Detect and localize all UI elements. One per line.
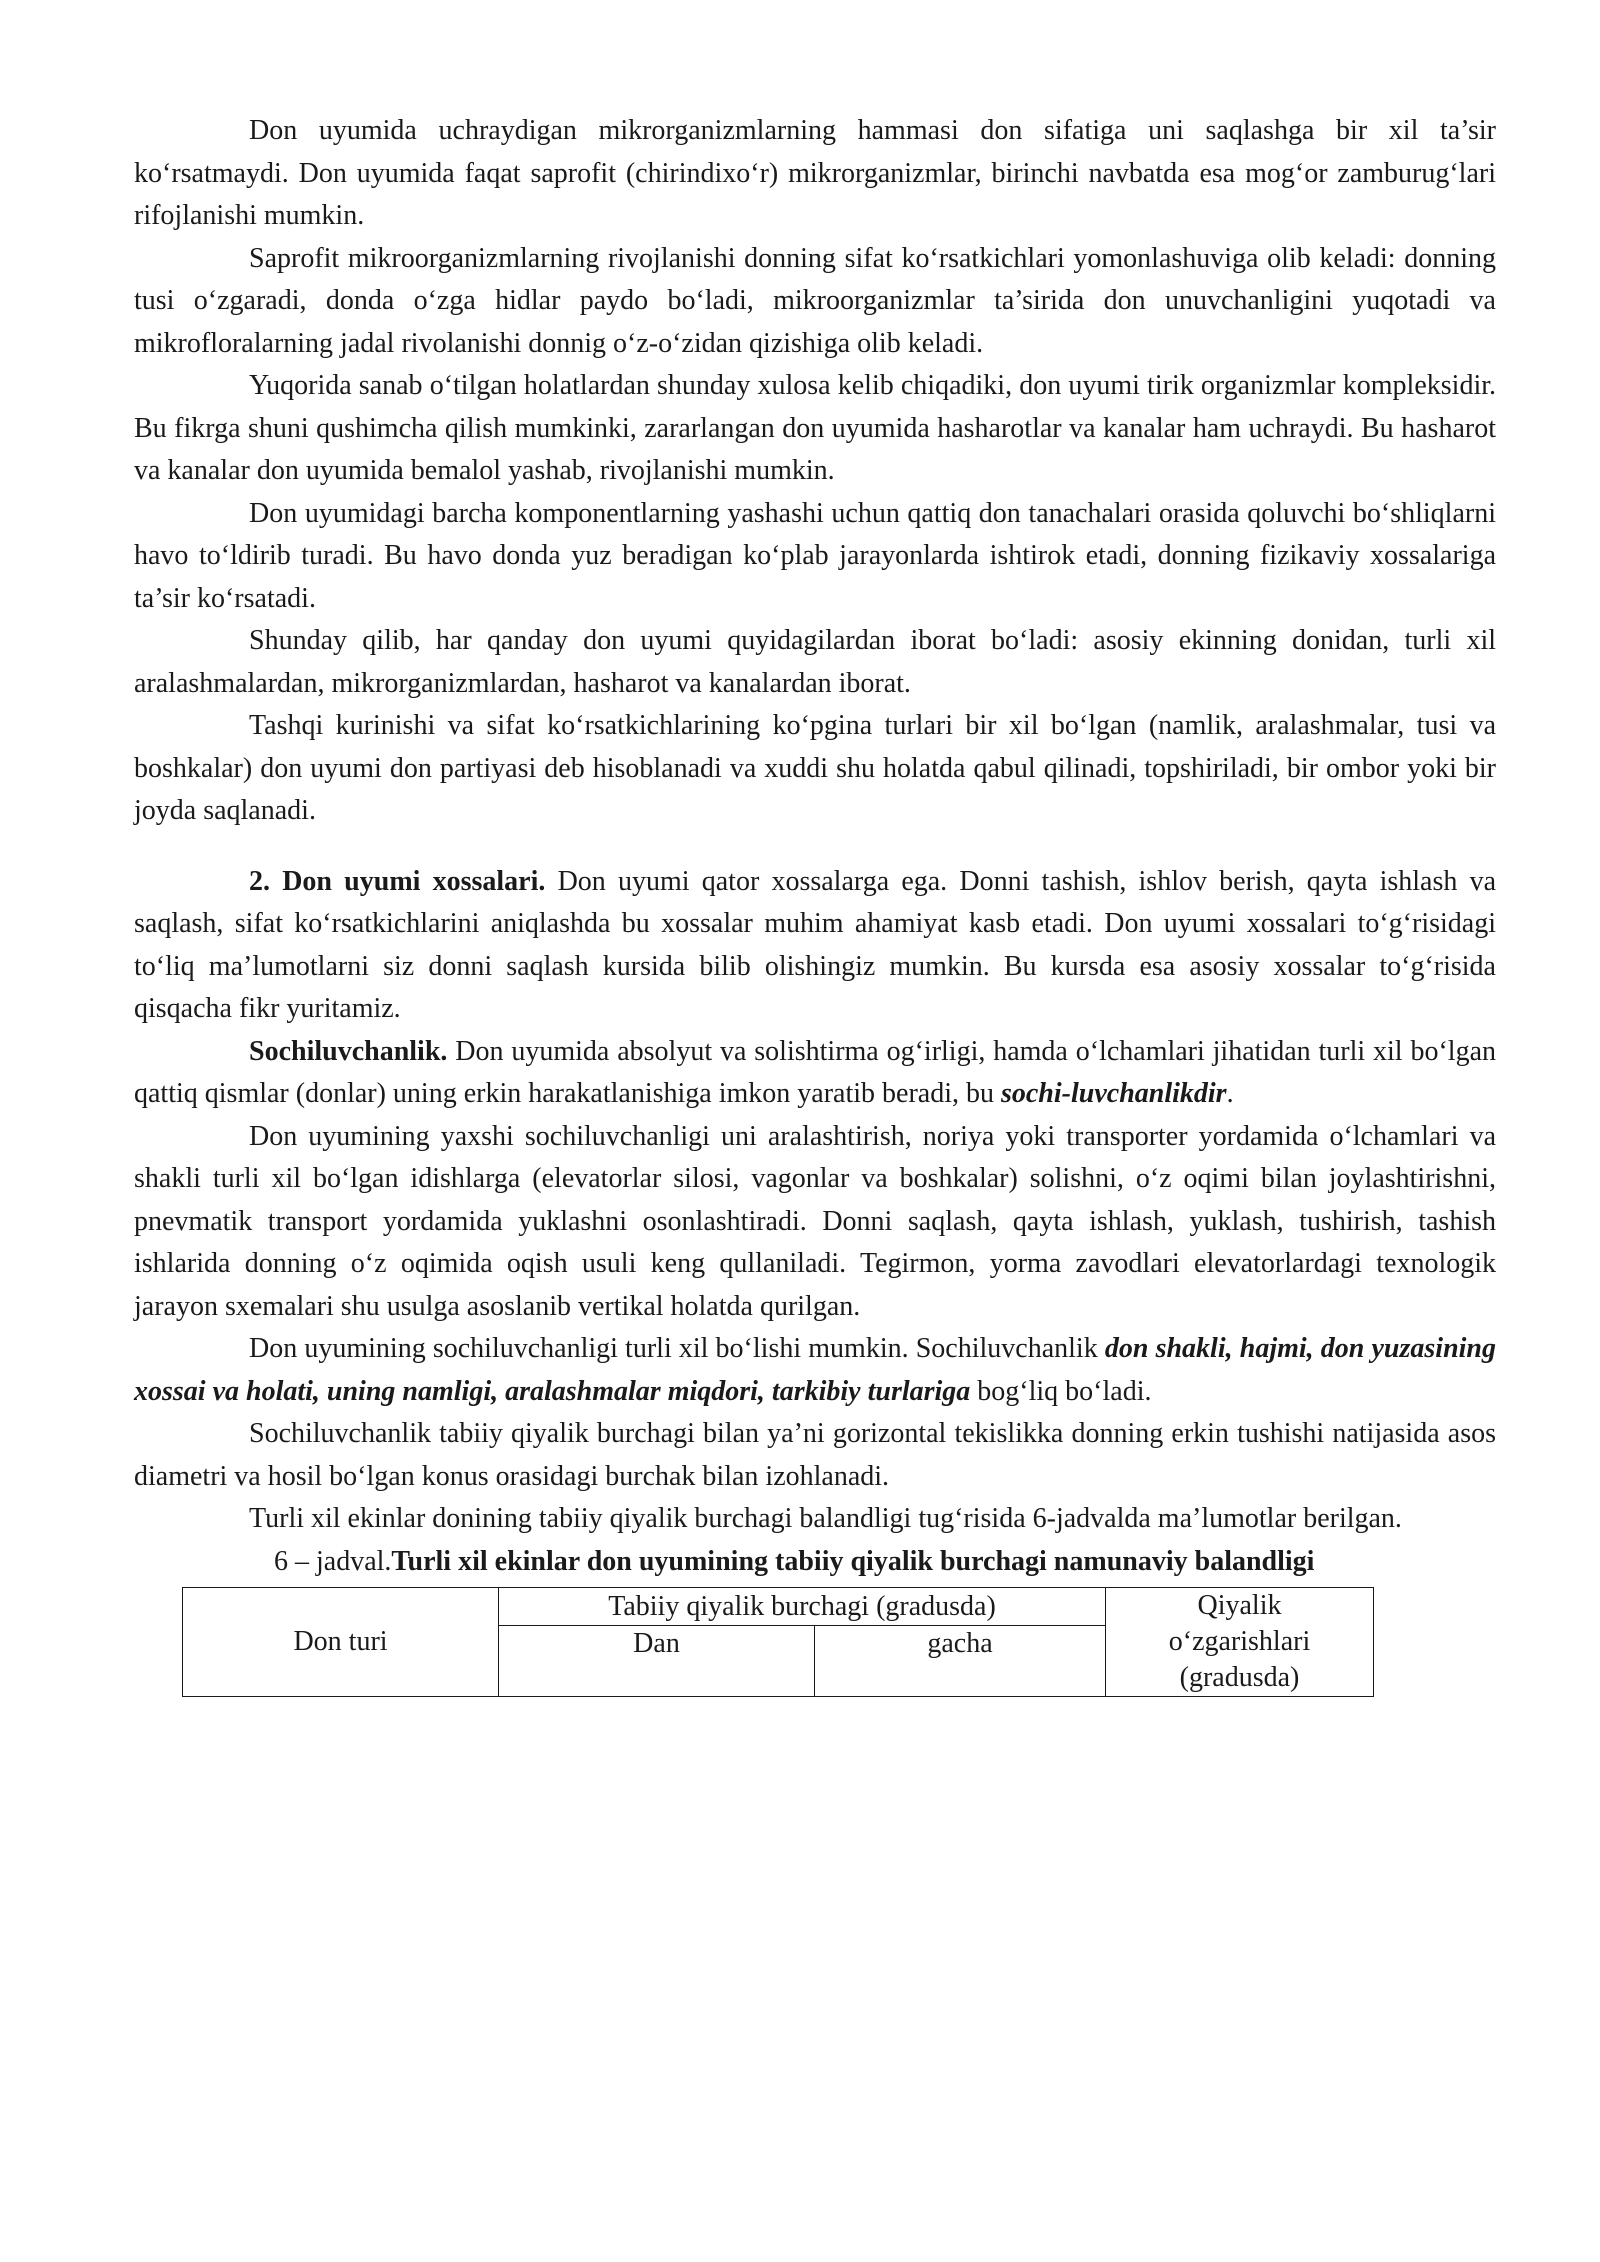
term-end: . (1226, 1078, 1234, 1109)
paragraph-5: Shunday qilib, har qanday don uyumi quyidagilardan iborat bo‘ladi: asosiy ekinning donidan, turli xil aralashmalardan, mikrorganizmlardan, hasharot va kanalardan iborat. (134, 625, 1496, 699)
paragraph-11: Sochiluvchanlik tabiiy qiyalik burchagi bilan ya’ni gorizontal tekislikka donning erkin tushishi natijasida asos diametri va hosil bo‘lgan konus orasidagi burchak bilan izohlanadi. (134, 1418, 1496, 1492)
data-table (182, 1587, 1374, 1697)
term-emphasis: sochi-luvchanlikdir (1000, 1078, 1227, 1109)
paragraph-1: Don uyumida uchraydigan mikrorganizmlarning hammasi don sifatiga uni saqlashga bir xil ta’sir ko‘rsatmaydi. Don uyumida faqat saprofit (chirindixo‘r) mikrorganizmlar, birinchi navbatda esa mog‘or zamburug‘lari rifojlanishi mumkin. (134, 115, 1496, 231)
header-qiyalik-group: Tabiiy qiyalik burchagi (gradusda) (499, 1588, 1106, 1626)
document-body (134, 110, 1496, 1697)
table-header-row-1 (183, 1588, 1374, 1626)
paragraph-10 (134, 1328, 1496, 1413)
table-caption (134, 1541, 1496, 1584)
paragraph-4: Don uyumidagi barcha komponentlarning yashashi uchun qattiq don tanachalari orasida qoluvchi bo‘shliqlarni havo to‘ldirib turadi. Bu havo donda yuz beradigan ko‘plab jarayonlarda ishtirok etadi, donning fizikaviy xossalariga ta’sir ko‘rsatadi. (134, 497, 1496, 614)
header-qiyalik-ozgarishlari (1106, 1588, 1374, 1697)
section-text: Don uyumi qator xossalarga ega. Donni tashish, ishlov berish, qayta ishlash va saqlash, sifat ko‘rsatkichlarini aniqlashda bu xossalar muhim ahamiyat kasb etadi. Don uyumi xossalari to‘g‘risidagi to‘liq ma’lumotlarni siz donni saqlash kursida bilib olishingiz mumkin. Bu kursda esa asosiy xossalar to‘g‘risida qisqacha fikr yuritamiz. (134, 865, 1496, 1024)
header-qiyalik-line-2: o‘zgarishlari (1168, 1626, 1311, 1657)
header-qiyalik-line-1: Qiyalik (1197, 1590, 1282, 1621)
table-caption-title: Turli xil ekinlar don uyumining tabiiy qiyalik burchagi namunaviy balandligi (391, 1545, 1315, 1577)
term-text: Don uyumida absolyut va solishtirma og‘irligi, hamda o‘lchamlari jihatidan turli xil bo‘lgan qattiq qismlar (donlar) uning erkin harakatlanishiga imkon yaratib beradi, bu (134, 1035, 1496, 1109)
paragraph-sochiluvchanlik (134, 1031, 1496, 1116)
term-heading: Sochiluvchanlik. (249, 1035, 448, 1067)
header-dan: Dan (499, 1626, 815, 1697)
header-qiyalik-line-3: (gradusda) (1179, 1662, 1300, 1693)
p10-start: Don uyumining sochiluvchanligi turli xil bo‘lishi mumkin. Sochiluvchanlik (249, 1333, 1105, 1364)
paragraph-9: Don uyumining yaxshi sochiluvchanligi uni aralashtirish, noriya yoki transporter yordamida o‘lchamlari va shakli turli xil bo‘lgan idishlarga (elevatorlar silosi, vagonlar va boshkalar) solishni, o‘z oqimi bilan joylashtirishni, pnevmatik transport yordamida yuklashni osonlashtiradi. Donni saqlash, qayta ishlash, yuklash, tushirish, tashish ishlarida donning o‘z oqimida oqish usuli keng qullaniladi. Tegirmon, yorma zavodlari elevatorlardagi texnologik jarayon sxemalari shu usulga asoslanib vertikal holatda qurilgan. (134, 1120, 1496, 1322)
section-heading: 2. Don uyumi xossalari. (249, 865, 546, 897)
paragraph-6: Tashqi kurinishi va sifat ko‘rsatkichlarining ko‘pgina turlari bir xil bo‘lgan (namlik, aralashmalar, tusi va boshkalar) don uyumi don partiyasi deb hisoblanadi va xuddi shu holatda qabul qilinadi, topshiriladi, bir ombor yoki bir joyda saqlanadi. (134, 710, 1496, 826)
paragraph-section-2 (134, 861, 1496, 1031)
p10-end: bog‘liq bo‘ladi. (970, 1375, 1152, 1407)
header-don-turi: Don turi (183, 1588, 499, 1697)
paragraph-3: Yuqorida sanab o‘tilgan holatlardan shunday xulosa kelib chiqadiki, don uyumi tirik organizmlar kompleksidir. Bu fikrga shuni qushimcha qilish mumkinki, zararlangan don uyumida hasharotlar va kanalar ham uchraydi. Bu hasharot va kanalar don uyumida bemalol yashab, rivojlanishi mumkin. (134, 370, 1496, 486)
paragraph-2: Saprofit mikroorganizmlarning rivojlanishi donning sifat ko‘rsatkichlari yomonlashuviga olib keladi: donning tusi o‘zgaradi, donda o‘zga hidlar paydo bo‘ladi, mikroorganizmlar ta’sirida don unuvchanligini yuqotadi va mikrofloralarning jadal rivolanishi donnig o‘z-o‘zidan qizishiga olib keladi. (134, 242, 1496, 359)
p10-emphasis: don shakli, hajmi, don yuzasining xossai va holati, uning namligi, aralashmalar miqdori, tarkibiy turlariga (134, 1333, 1496, 1407)
header-gacha: gacha (815, 1626, 1106, 1697)
table-caption-prefix: 6 – jadval. (274, 1545, 392, 1577)
paragraph-12: Turli xil ekinlar donining tabiiy qiyalik burchagi balandligi tug‘risida 6-jadvalda ma’lumotlar berilgan. (249, 1503, 1402, 1534)
